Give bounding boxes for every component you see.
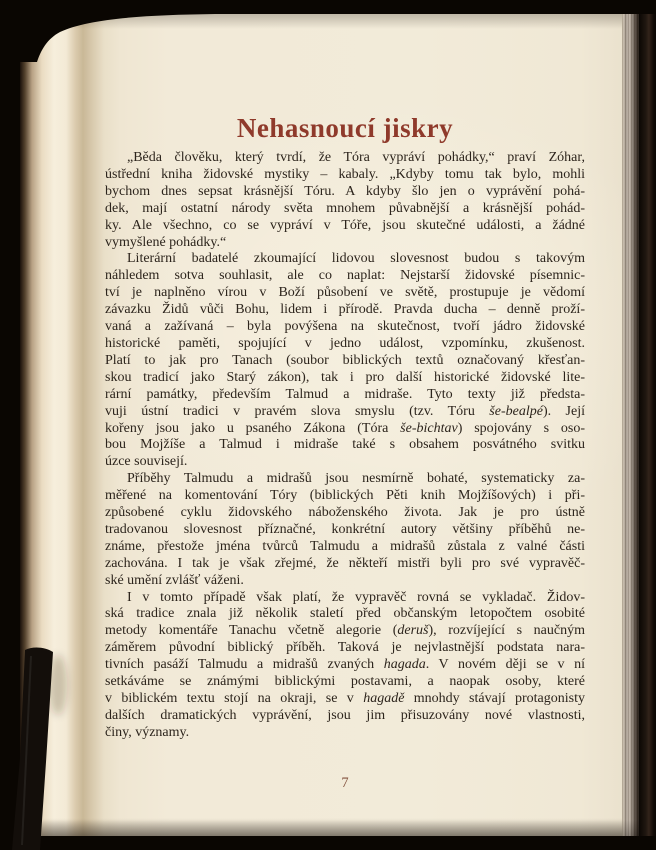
text-run: ), rozvíjející s naučným: [428, 623, 585, 639]
book-cover-edge: [639, 0, 656, 850]
text-line: [105, 454, 585, 471]
text-line: [105, 539, 585, 556]
text-line: [105, 421, 585, 438]
text-line: [105, 302, 585, 319]
text-run: Příběhy Talmudu a midrašů jsou nesmírně bohaté, systematicky za-: [127, 471, 585, 487]
page-stack-edge: [622, 13, 639, 836]
text-run: mnohdy stávají protagonisty: [404, 691, 585, 706]
text-line: [105, 387, 585, 404]
italic-text-run: deruš: [397, 623, 429, 639]
text-line: [105, 471, 585, 488]
text-line: [105, 370, 585, 387]
page-title: Nehasnoucí jiskry: [236, 113, 454, 144]
text-run: ské umění zvlášť váženi.: [105, 572, 244, 588]
text-line: [105, 251, 585, 268]
text-run: vymyšlené pohádky.“: [105, 234, 227, 250]
text-run: . V novém ději se v ní: [425, 657, 585, 673]
text-run: úzce souvisejí.: [105, 454, 188, 470]
text-run: činy, významy.: [105, 724, 190, 740]
text-line: [105, 353, 585, 370]
text-run: známe, přestože jména tvůrců Talmudu a midrašů zůstala z valné části: [105, 538, 585, 554]
text-run: tví je naplněno vírou v Boží působení ve světě, prostupuje je vědomí: [105, 285, 585, 301]
text-run: „Běda člověku, který tvrdí, že Tóra vypráví pohádky,“ praví Zóhar,: [127, 150, 585, 165]
text-run: ústřední kniha židovské mystiky – kabaly. „Kdyby tomu tak bylo, mohli: [105, 166, 585, 182]
text-run: tivních pasáží Talmudu a midrašů zvaných: [105, 657, 384, 673]
text-run: ky. Ale všechno, co se vypráví v Tóře, jsou skutečné události, a žádné: [105, 217, 585, 233]
text-run: setkáváme se známými biblickými postavami, a naopak osoby, které: [105, 674, 585, 690]
text-line: [105, 590, 585, 607]
text-line: [105, 708, 585, 725]
text-run: skou tradicí jako Starý zákon), tak i pro další historické židovské lite-: [105, 369, 585, 385]
italic-text-run: še-bealpé: [489, 403, 543, 419]
text-run: bychom dnes sepsat krásnější Tóru. A kdyby šlo jen o vyprávění pohá-: [105, 183, 585, 199]
text-line: [105, 691, 585, 708]
text-run: tradovanou slovesnost příznačné, konkrétní autory většiny příběhů ne-: [105, 521, 585, 537]
text-run: historické paměti, spojující v jedno událost, vzpomínku, zkušenost.: [105, 335, 585, 351]
text-run: I v tomto případě však platí, že vypravěč rovná se vykladač. Židov-: [127, 589, 585, 605]
text-run: zachována. I tak je však zřejmé, že někteří mistři byli pro své vypravěč-: [105, 555, 585, 571]
text-run: kořeny jsou jako u psaného Zákona (Tóra: [105, 420, 401, 436]
italic-text-run: še-bichtav: [400, 420, 458, 436]
text-run: měřené na komentování Tóry (biblických Pěti knih Mojžíšových) i při-: [105, 488, 585, 504]
text-line: [105, 623, 585, 640]
book-page: [20, 13, 640, 836]
left-frame-band: [0, 0, 20, 850]
text-run: vaná a zažívaná – byla povýšena na skutečnost, tvoří jádro židovské: [105, 319, 585, 335]
text-line: [105, 505, 585, 522]
text-run: náhledem sotva souhlasit, ale co naplat: Nejstarší židovské písemnic-: [105, 268, 585, 284]
text-run: způsobené cyklu židovského náboženského života. Jak je pro ústně: [105, 505, 585, 521]
text-line: [105, 404, 585, 421]
bottom-frame-band: [0, 836, 656, 850]
text-run: dek, mají ostatní národy světa mnohem půvabnější a krásnější pohád-: [105, 200, 585, 216]
text-run: v biblickém textu stojí na okraji, se v: [105, 691, 364, 706]
text-line: [105, 218, 585, 235]
text-line: [105, 437, 585, 454]
text-run: rární památky, především Talmud a midraše. Tyto texty již předsta-: [105, 386, 585, 402]
text-run: ská tradice znala již několik staletí před občanským letopočtem osobité: [105, 606, 585, 622]
text-line: [105, 657, 585, 674]
text-line: [105, 167, 585, 184]
text-line: [105, 640, 585, 657]
text-run: ). Její: [542, 403, 586, 419]
text-line: [105, 488, 585, 505]
text-run: vuji ústní tradici v pravém slova smyslu (tzv. Tóru: [105, 403, 490, 419]
text-run: metody komentáře Tanachu včetně alegorie (: [105, 623, 398, 639]
text-line: [105, 285, 585, 302]
text-line: [105, 725, 585, 742]
text-run: ) spojovány s oso-: [457, 420, 586, 436]
text-run: Literární badatelé zkoumající lidovou slovesnost budou s takovým: [127, 251, 585, 267]
text-line: [105, 606, 585, 623]
text-line: [105, 184, 585, 201]
text-run: Platí to jak pro Tanach (soubor biblických textů označovaný křesťan-: [105, 352, 585, 368]
text-line: [105, 336, 585, 353]
text-run: bou Mojžíše a Talmud i midraše také s obsahem posvátného svitku: [105, 437, 585, 453]
text-block: [105, 150, 585, 742]
text-run: záměrem původní biblický příběh. Taková je nejvlastnější podstata nara-: [105, 640, 585, 656]
text-line: [105, 268, 585, 285]
text-run: závazku Židů vůči Bohu, lidem i přírodě. Pravda ducha – denně proží-: [105, 302, 585, 318]
text-line: [105, 573, 585, 590]
text-line: [105, 235, 585, 252]
text-line: [105, 319, 585, 336]
text-line: [105, 674, 585, 691]
page-number: 7: [341, 775, 349, 791]
text-line: [105, 201, 585, 218]
italic-text-run: hagadě: [363, 691, 405, 706]
text-line: [105, 522, 585, 539]
text-line: [105, 150, 585, 167]
italic-text-run: hagada: [383, 657, 426, 673]
text-line: [105, 556, 585, 573]
text-run: dalších dramatických vyprávění, jsou jim přisuzovány nové vlastnosti,: [105, 707, 585, 723]
